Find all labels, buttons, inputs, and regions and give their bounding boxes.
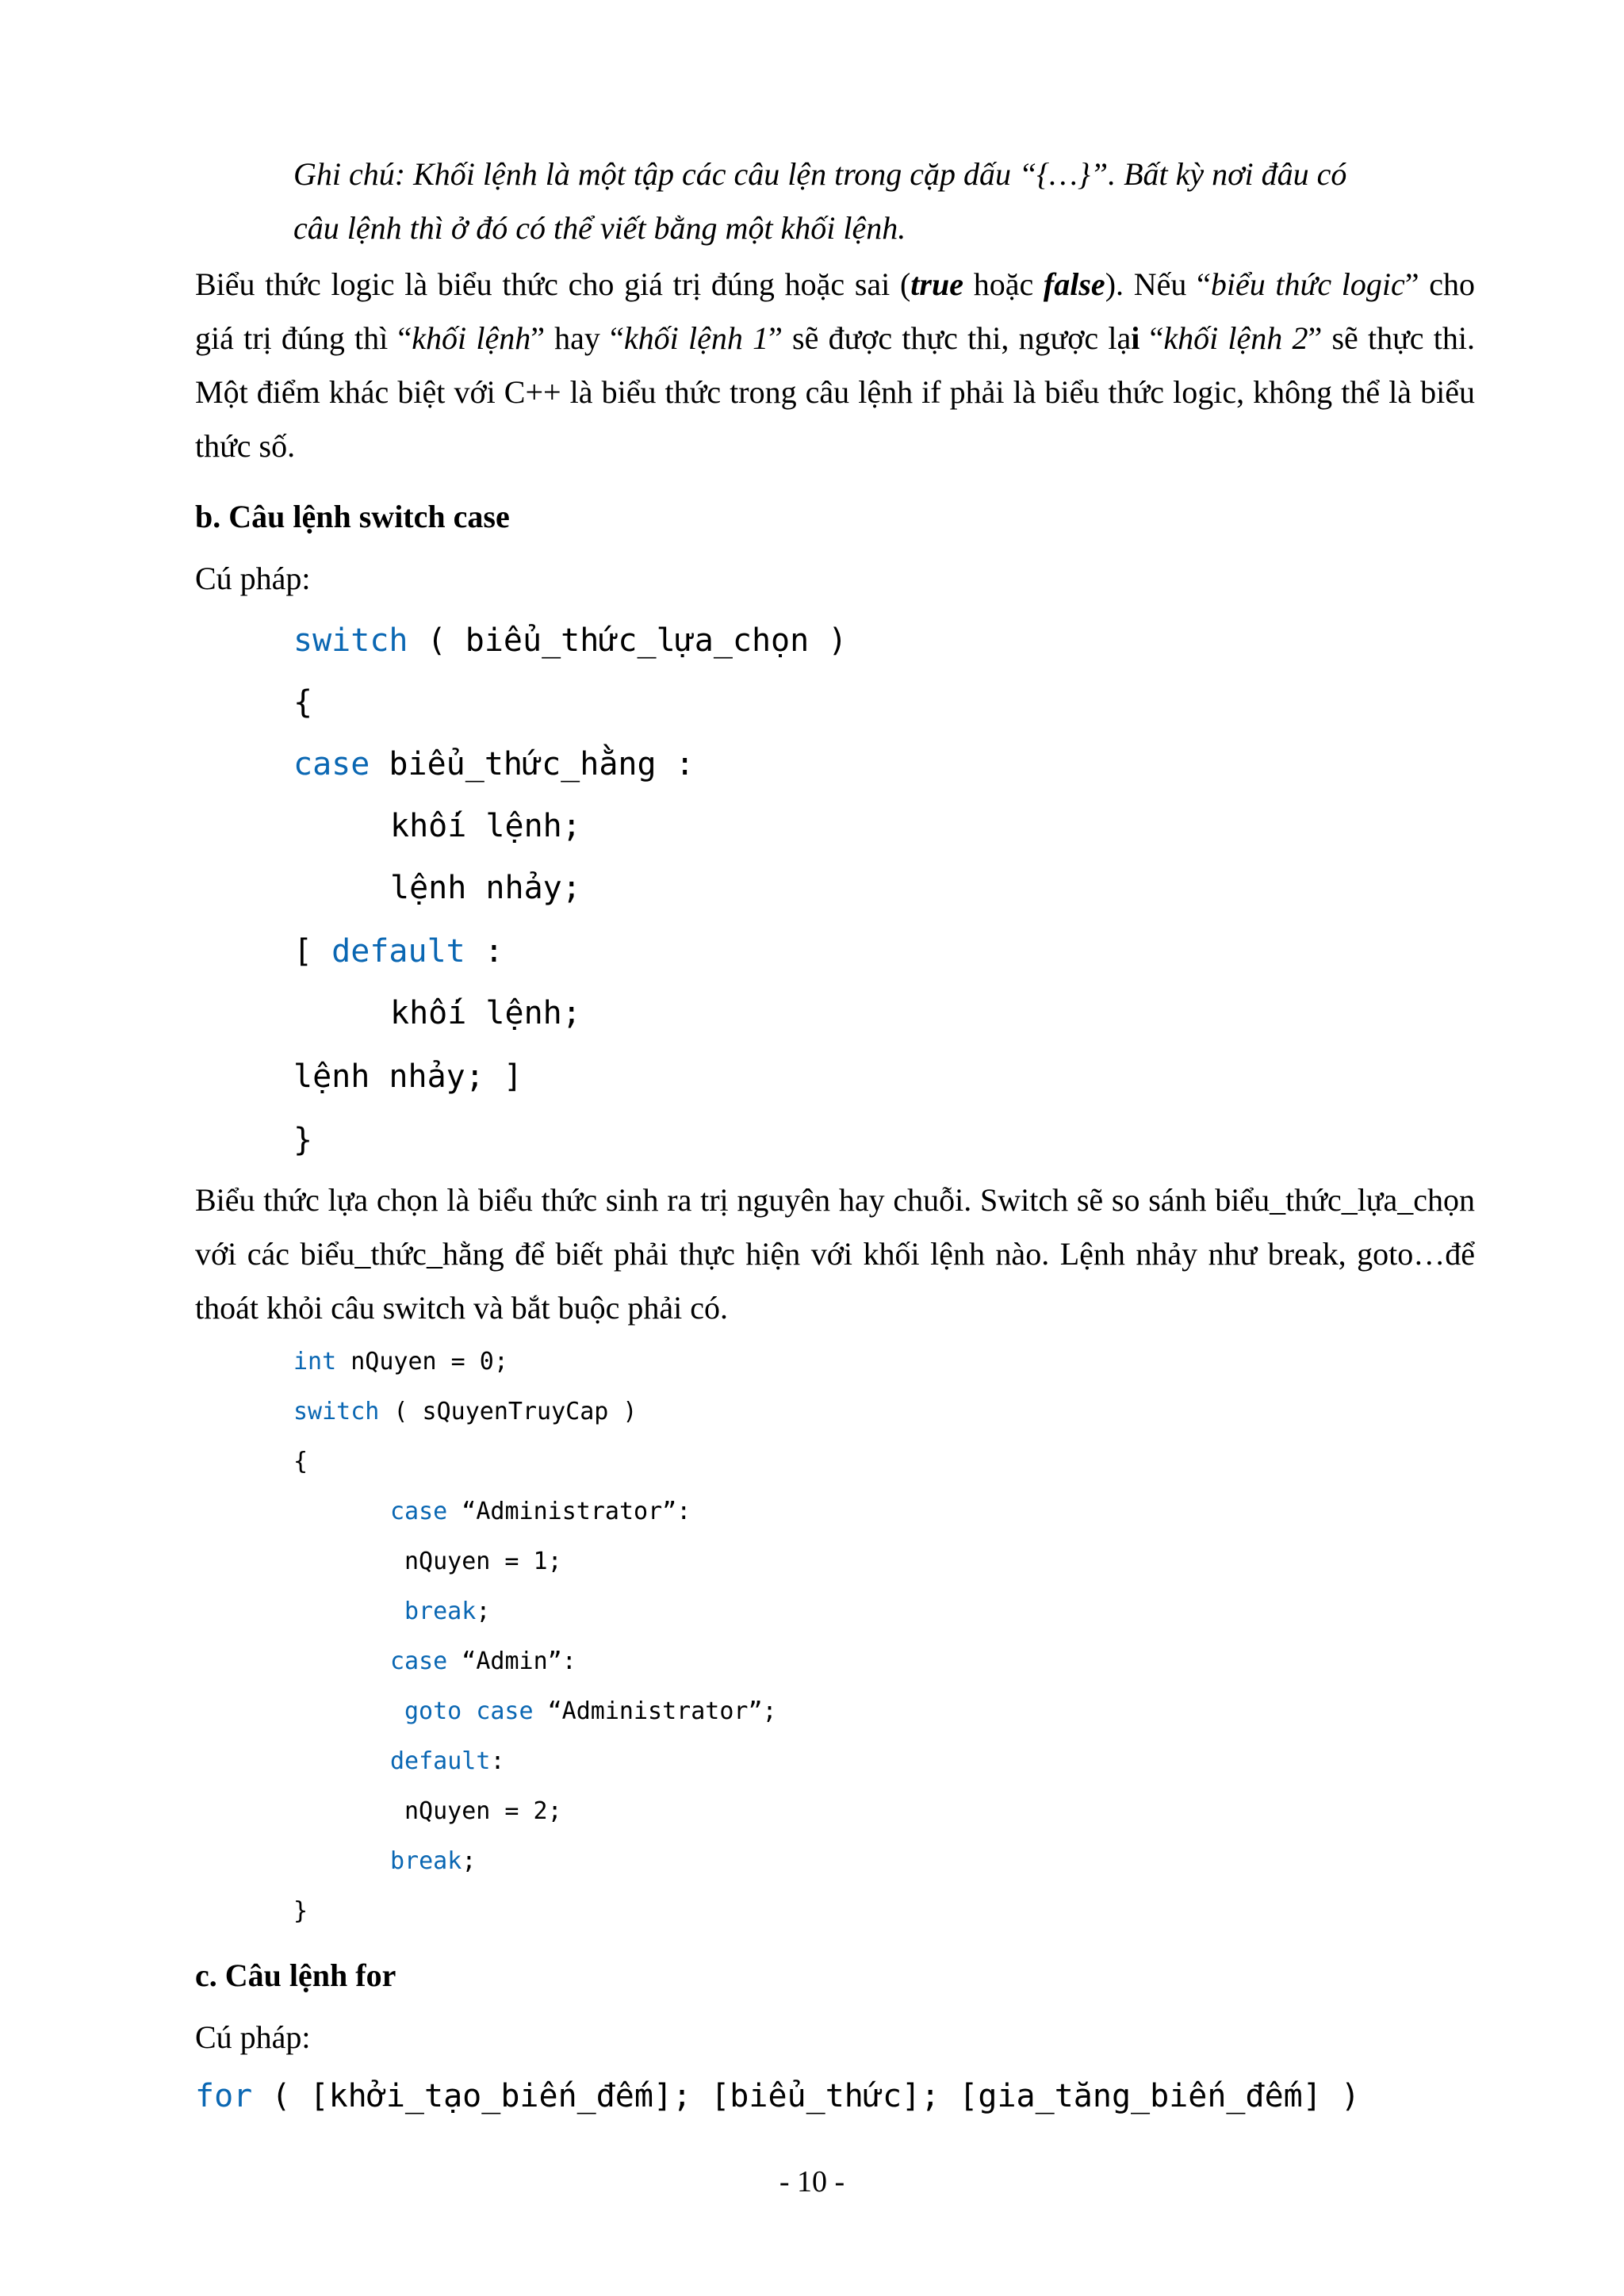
- code-text: “Admin”:: [447, 1647, 576, 1675]
- switch-syntax-line-5: lệnh nhảy;: [390, 870, 581, 906]
- code-text: nQuyen = 0;: [336, 1348, 508, 1376]
- goto-keyword: goto: [404, 1697, 462, 1725]
- example-line-12: }: [293, 1897, 308, 1925]
- note-line-2: câu lệnh thì ở đó có thể viết bằng một khối lệnh.: [293, 210, 906, 246]
- code-text: biểu_thức_hằng :: [370, 746, 695, 783]
- code-text: “Administrator”:: [447, 1498, 691, 1525]
- italic-term: biểu thức logic: [1210, 266, 1405, 302]
- italic-term: khối lệnh: [412, 320, 531, 356]
- text-run: ” sẽ thực thi. Một điểm khác biệt với C++ là biểu thức trong câu lệnh if phải là biểu thức logic, không thể là biểu thức số.: [195, 320, 1476, 464]
- italic-term: khối lệnh 2: [1163, 320, 1308, 356]
- switch-syntax-line-6: [293, 928, 504, 975]
- switch-keyword: switch: [293, 622, 408, 659]
- code-text: ( sQuyenTruyCap ): [379, 1398, 638, 1425]
- example-line-3: {: [293, 1448, 308, 1475]
- code-text: ;: [476, 1598, 491, 1625]
- code-text: ( biểu_thức_lựa_chọn ): [408, 622, 848, 659]
- case-keyword: case: [476, 1697, 534, 1725]
- text-run: ). Nếu “: [1105, 266, 1211, 302]
- text-run: “: [1139, 320, 1164, 356]
- text-run: ” sẽ được thực thi, ngược lạ: [768, 320, 1132, 356]
- example-line-2: [293, 1393, 637, 1431]
- code-text: :: [465, 933, 504, 970]
- case-keyword: case: [390, 1498, 448, 1525]
- switch-syntax-line-8: lệnh nhảy; ]: [293, 1058, 523, 1095]
- bold-letter: i: [1131, 320, 1140, 356]
- text-run: ” hay “: [530, 320, 624, 356]
- example-line-9: [390, 1743, 505, 1781]
- code-text: :: [490, 1747, 505, 1775]
- code-text: [462, 1697, 476, 1725]
- text-run: hoặc: [963, 266, 1044, 302]
- default-keyword: default: [331, 933, 465, 970]
- switch-syntax-line-1: [293, 617, 847, 664]
- switch-syntax-line-4: khối lệnh;: [390, 808, 581, 844]
- code-text: “Administrator”;: [533, 1697, 777, 1725]
- switch-syntax-line-9: }: [293, 1122, 313, 1158]
- example-line-6: [404, 1593, 490, 1631]
- section-b-heading: b. Câu lệnh switch case: [195, 499, 510, 534]
- code-text: [: [293, 933, 332, 970]
- logic-expression-paragraph: [195, 258, 1475, 473]
- switch-keyword: switch: [293, 1398, 380, 1425]
- switch-description-paragraph: Biểu thức lựa chọn là biểu thức sinh ra trị nguyên hay chuỗi. Switch sẽ so sánh biểu_thức_lựa_chọn với các biểu_thức_hằng để biết phải thực hiện với khối lệnh nào. Lệnh nhảy như break, goto…để thoát khỏi câu switch và bắt buộc phải có.: [195, 1182, 1475, 1326]
- switch-syntax-line-2: {: [293, 684, 313, 721]
- example-line-5: nQuyen = 1;: [404, 1548, 562, 1575]
- code-text: ( [khởi_tạo_biến_đếm]; [biểu_thức]; [gia_tăng_biến_đếm] ): [252, 2078, 1361, 2114]
- break-keyword: break: [404, 1598, 477, 1625]
- section-c-syntax-label: Cú pháp:: [195, 2019, 311, 2055]
- true-keyword: true: [910, 266, 963, 302]
- false-keyword: false: [1043, 266, 1105, 302]
- note-line-1: Ghi chú: Khối lệnh là một tập các câu lện trong cặp dấu “{…}”. Bất kỳ nơi đâu có: [293, 156, 1347, 192]
- section-b-syntax-label: Cú pháp:: [195, 561, 311, 596]
- code-text: ;: [462, 1847, 477, 1875]
- default-keyword: default: [390, 1747, 491, 1775]
- case-keyword: case: [293, 746, 370, 783]
- page-number: - 10 -: [779, 2165, 845, 2198]
- italic-term: khối lệnh 1: [623, 320, 769, 356]
- example-line-11: [390, 1843, 476, 1881]
- example-line-10: nQuyen = 2;: [404, 1797, 562, 1825]
- for-keyword: for: [195, 2078, 253, 2114]
- text-run: ” cho giá trị đúng thì “: [195, 266, 1475, 356]
- example-line-1: [293, 1343, 508, 1381]
- for-syntax-line: [195, 2072, 1360, 2120]
- switch-syntax-line-3: [293, 740, 695, 788]
- example-line-7: [390, 1643, 576, 1681]
- example-line-4: [390, 1493, 691, 1531]
- break-keyword: break: [390, 1847, 462, 1875]
- text-run: Biểu thức logic là biểu thức cho giá trị đúng hoặc sai (: [195, 266, 911, 302]
- switch-syntax-line-7: khối lệnh;: [390, 995, 581, 1031]
- int-keyword: int: [293, 1348, 337, 1376]
- example-line-8: [404, 1693, 777, 1731]
- note-block: [293, 147, 1475, 255]
- section-c-heading: c. Câu lệnh for: [195, 1957, 396, 1993]
- case-keyword: case: [390, 1647, 448, 1675]
